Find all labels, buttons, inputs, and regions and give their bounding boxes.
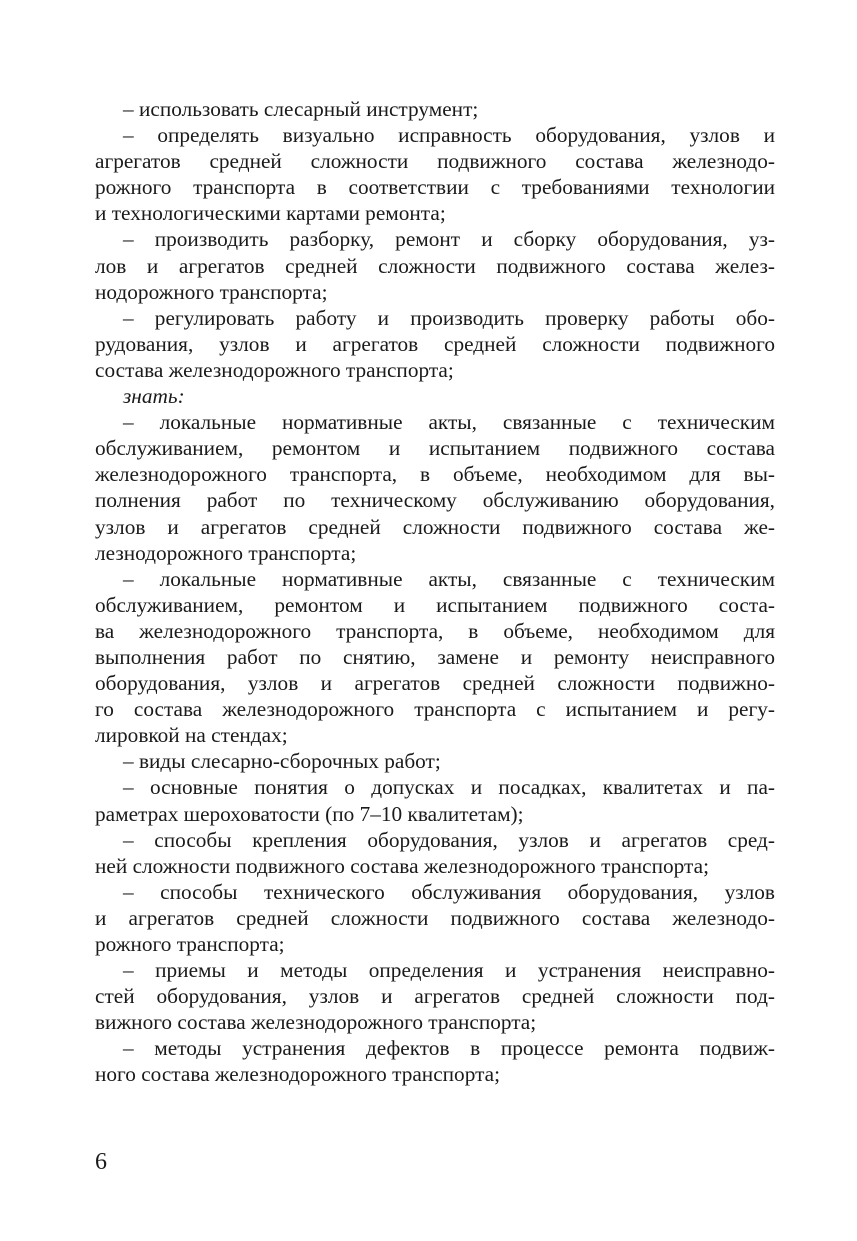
text-line: полнения работ по техническому обслуживанию оборудования,: [95, 488, 775, 513]
text-line: – определять визуально исправность оборудования, узлов и: [123, 123, 775, 148]
skill-item: [95, 226, 775, 304]
knowledge-item: [95, 957, 775, 1035]
text-line: ней сложности подвижного состава железнодорожного транспорта;: [95, 853, 709, 878]
text-line: рожного транспорта в соответствии с требованиями технологии: [95, 175, 775, 200]
text-line: – приемы и методы определения и устранения неисправно-: [123, 958, 775, 983]
know-heading: знать:: [123, 384, 185, 409]
page-number: 6: [95, 1149, 107, 1175]
page-body: [95, 96, 775, 1088]
text-line: узлов и агрегатов средней сложности подвижного состава же-: [95, 514, 775, 539]
text-line: – локальные нормативные акты, связанные с техническим: [123, 566, 775, 591]
text-line: – виды слесарно-сборочных работ;: [123, 749, 441, 774]
text-line: – производить разборку, ремонт и сборку оборудования, уз-: [123, 227, 775, 252]
text-line: – способы технического обслуживания оборудования, узлов: [123, 879, 775, 904]
knowledge-item: [95, 409, 775, 566]
knowledge-item: [95, 879, 775, 957]
text-line: оборудования, узлов и агрегатов средней сложности подвижно-: [95, 671, 775, 696]
text-line: лов и агрегатов средней сложности подвижного состава желез-: [95, 253, 775, 278]
text-line: состава железнодорожного транспорта;: [95, 357, 454, 382]
skill-item: [95, 122, 775, 226]
text-line: ного состава железнодорожного транспорта;: [95, 1062, 501, 1087]
text-line: – использовать слесарный инструмент;: [123, 97, 479, 121]
text-line: стей оборудования, узлов и агрегатов средней сложности под-: [95, 984, 775, 1009]
text-line: го состава железнодорожного транспорта с испытанием и регу-: [95, 697, 775, 722]
text-line: лезнодорожного транспорта;: [95, 540, 357, 565]
text-line: рожного транспорта;: [95, 932, 285, 956]
text-line: обслуживанием, ремонтом и испытанием подвижного состава: [95, 436, 775, 461]
text-line: лировкой на стендах;: [95, 723, 288, 748]
text-line: ва железнодорожного транспорта, в объеме, необходимом для: [95, 618, 775, 643]
skills-list: [95, 96, 775, 383]
text-line: – методы устранения дефектов в процессе ремонта подвиж-: [123, 1036, 775, 1061]
text-line: – локальные нормативные акты, связанные с техническим: [123, 410, 775, 435]
text-line: и агрегатов средней сложности подвижного состава железнодо-: [95, 905, 775, 930]
text-line: раметрах шероховатости (по 7–10 квалитетам);: [95, 801, 524, 826]
text-line: рудования, узлов и агрегатов средней сложности подвижного: [95, 331, 775, 356]
text-line: и технологическими картами ремонта;: [95, 201, 446, 226]
text-line: – способы крепления оборудования, узлов и агрегатов сред-: [123, 827, 775, 852]
text-line: нодорожного транспорта;: [95, 279, 328, 304]
skill-item: [95, 96, 775, 122]
text-line: – регулировать работу и производить проверку работы обо-: [123, 305, 775, 330]
know-list: [95, 409, 775, 1087]
knowledge-item: [95, 748, 775, 774]
text-line: – основные понятия о допусках и посадках, квалитетах и па-: [123, 775, 775, 800]
skill-item: [95, 305, 775, 383]
text-line: агрегатов средней сложности подвижного состава железнодо-: [95, 149, 775, 174]
knowledge-item: [95, 774, 775, 826]
knowledge-item: [95, 827, 775, 879]
text-line: выполнения работ по снятию, замене и ремонту неисправного: [95, 644, 775, 669]
text-line: вижного состава железнодорожного транспорта;: [95, 1010, 537, 1035]
text-line: обслуживанием, ремонтом и испытанием подвижного соста-: [95, 592, 775, 617]
text-line: железнодорожного транспорта, в объеме, необходимом для вы-: [95, 462, 775, 487]
knowledge-item: [95, 1035, 775, 1087]
knowledge-item: [95, 566, 775, 749]
